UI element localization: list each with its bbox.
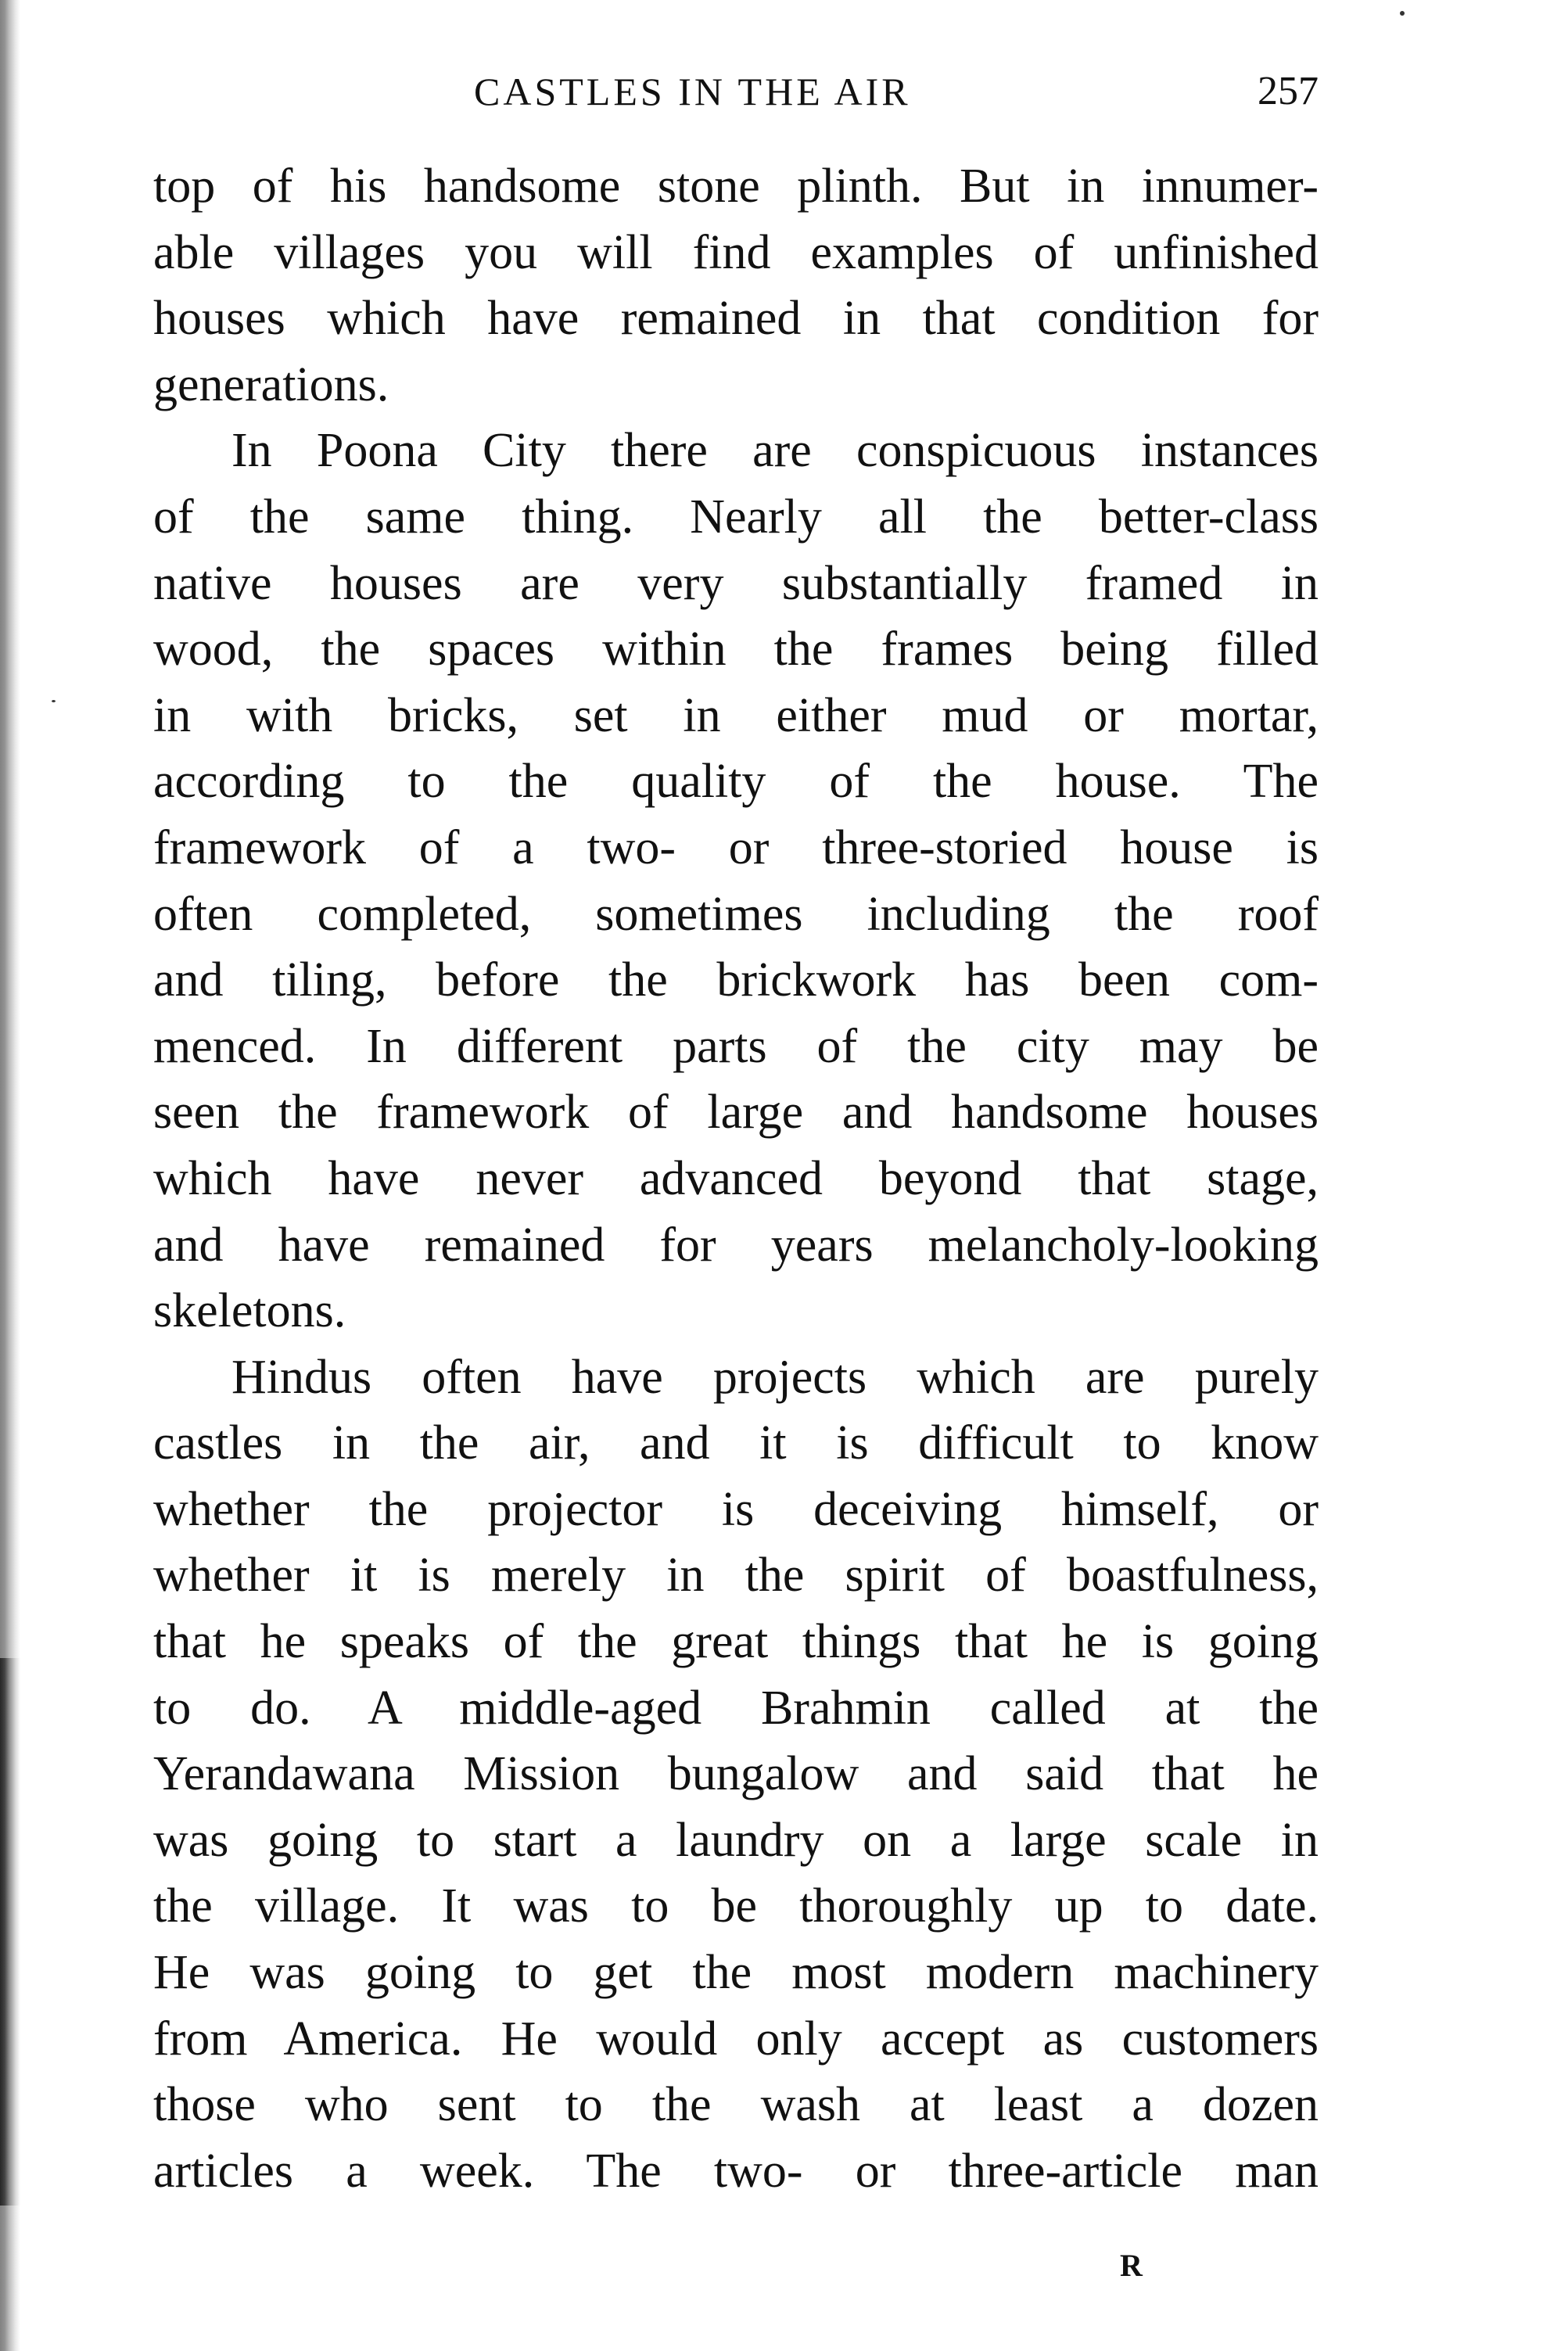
body-text — [153, 153, 1319, 2204]
text-line: was going to start a laundry on a large scale in — [153, 1813, 1319, 1867]
paragraph — [153, 1344, 1319, 2205]
text-line: He was going to get the most modern machinery — [153, 1946, 1319, 2000]
text-line: from America. He would only accept as customers — [153, 2012, 1319, 2066]
text-line: in with bricks, set in either mud or mortar, — [153, 688, 1319, 742]
paragraph — [153, 418, 1319, 1344]
text-line: the village. It was to be thoroughly up to date. — [153, 1879, 1319, 1933]
text-line: to do. A middle-aged Brahmin called at the — [153, 1681, 1319, 1735]
text-line: articles a week. The two- or three-article man — [153, 2144, 1319, 2198]
text-line: Yerandawana Mission bungalow and said that he — [153, 1747, 1319, 1801]
text-line: which have never advanced beyond that stage, — [153, 1151, 1319, 1205]
paragraph — [153, 153, 1319, 418]
page-header — [153, 64, 1319, 119]
text-line: castles in the air, and it is difficult to know — [153, 1416, 1319, 1470]
text-line: according to the quality of the house. The — [153, 755, 1319, 809]
text-line: top of his handsome stone plinth. But in innumer- — [153, 160, 1319, 213]
text-line: that he speaks of the great things that he is going — [153, 1615, 1319, 1669]
text-line: menced. In different parts of the city may be — [153, 1019, 1319, 1073]
text-line: and have remained for years melancholy-looking — [153, 1218, 1319, 1272]
text-line: of the same thing. Nearly all the better-class — [153, 490, 1319, 544]
text-line: seen the framework of large and handsome houses — [153, 1086, 1319, 1140]
text-line: often completed, sometimes including the roof — [153, 887, 1319, 941]
text-line: skeletons. — [153, 1284, 346, 1338]
text-line: able villages you will find examples of unfinished — [153, 225, 1319, 279]
text-line: generations. — [153, 357, 389, 411]
text-line: In Poona City there are conspicuous instances — [231, 424, 1319, 478]
text-line: native houses are very substantially framed in — [153, 556, 1319, 610]
text-line: wood, the spaces within the frames being filled — [153, 623, 1319, 677]
signature-mark: R — [1120, 2248, 1143, 2283]
text-line: and tiling, before the brickwork has been com- — [153, 953, 1319, 1007]
binding-shadow-dark — [0, 1658, 20, 2206]
ink-speck — [52, 700, 56, 702]
text-line: Hindus often have projects which are purely — [231, 1350, 1319, 1404]
text-line: whether it is merely in the spirit of boastfulness, — [153, 1549, 1319, 1603]
page-number: 257 — [1258, 69, 1319, 113]
text-line: whether the projector is deceiving himself, or — [153, 1482, 1319, 1536]
running-head: CASTLES IN THE AIR — [474, 70, 911, 113]
text-line: houses which have remained in that condition for — [153, 292, 1319, 346]
ink-speck — [1400, 11, 1405, 16]
text-line: framework of a two- or three-storied house is — [153, 820, 1319, 874]
text-line: those who sent to the wash at least a dozen — [153, 2078, 1319, 2132]
